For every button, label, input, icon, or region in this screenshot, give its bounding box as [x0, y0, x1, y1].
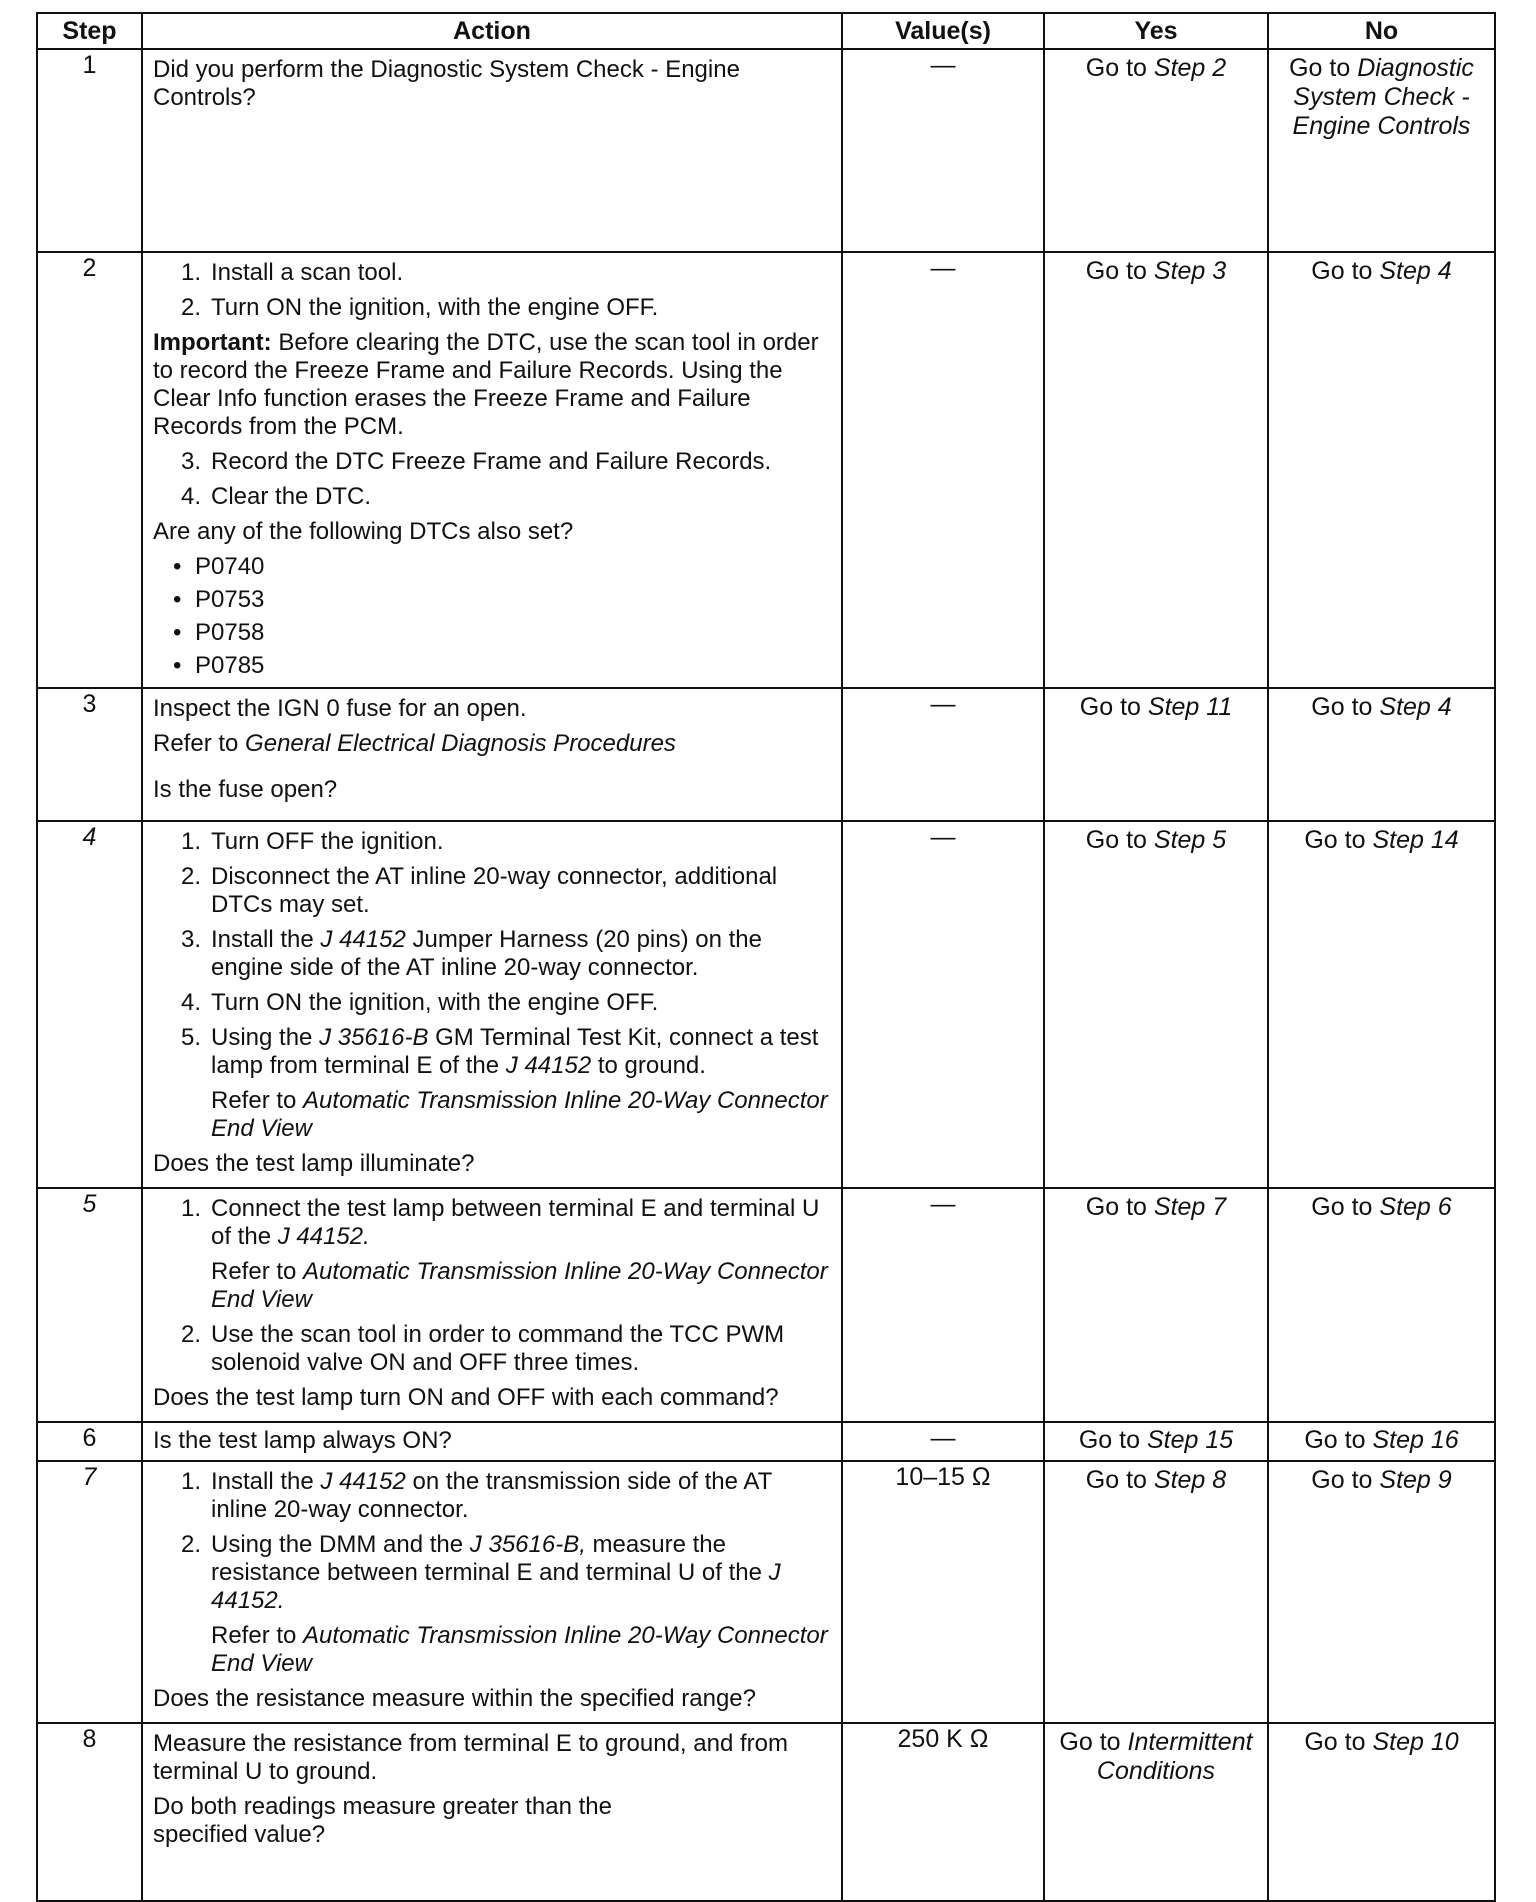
- yes-link[interactable]: Go to Step 15: [1078, 1426, 1234, 1454]
- action-cell: [142, 1188, 842, 1422]
- header-row: [37, 13, 1495, 49]
- refer-text: Refer to Automatic Transmission Inline 20-Way Connector End View: [211, 1258, 828, 1313]
- yes-cell: [1044, 1461, 1268, 1723]
- value-cell: 10–15 Ω: [842, 1461, 1044, 1723]
- refer-link[interactable]: Automatic Transmission Inline 20-Way Connector End View: [211, 1258, 828, 1313]
- dtc-item: • P0740: [173, 553, 265, 580]
- value-cell: —: [842, 252, 1044, 688]
- header-yes: Yes: [1044, 13, 1268, 49]
- action-substep: 2. Turn ON the ignition, with the engine OFF.: [180, 294, 659, 321]
- action-substep: 2. Using the DMM and the J 35616-B, measure the resistance between terminal E and terminal U of the J 44152.: [180, 1531, 781, 1614]
- action-substep: 2. Disconnect the AT inline 20-way connector, additional DTCs may set.: [180, 863, 778, 918]
- no-link[interactable]: Go to Step 10: [1304, 1728, 1459, 1756]
- no-link[interactable]: Go to Step 14: [1304, 826, 1459, 854]
- action-question: Did you perform the Diagnostic System Check - Engine Controls?: [153, 56, 740, 111]
- no-link[interactable]: Go to Step 9: [1311, 1466, 1452, 1494]
- action-cell: [142, 252, 842, 688]
- yes-link[interactable]: Go to Step 7: [1085, 1193, 1227, 1221]
- action-text: Inspect the IGN 0 fuse for an open.: [153, 695, 527, 722]
- no-cell: [1268, 252, 1495, 688]
- step-number: 8: [37, 1723, 142, 1901]
- action-substep: 3. Install the J 44152 Jumper Harness (20 pins) on the engine side of the AT inline 20-way connector.: [180, 926, 762, 981]
- action-question: Does the resistance measure within the specified range?: [153, 1685, 756, 1712]
- no-link[interactable]: Go to Step 16: [1304, 1426, 1459, 1454]
- action-substep: 3. Record the DTC Freeze Frame and Failure Records.: [180, 448, 772, 475]
- no-cell: [1268, 688, 1495, 821]
- step-number: 6: [37, 1422, 142, 1461]
- no-cell: [1268, 1461, 1495, 1723]
- step-number: 2: [37, 252, 142, 688]
- action-substep: 1. Connect the test lamp between terminal E and terminal U of the J 44152.: [180, 1195, 820, 1250]
- header-step: Step: [37, 13, 142, 49]
- important-note: Important: Before clearing the DTC, use the scan tool in order to record the Freeze Frame and Failure Records. Using the Clear Info function erases the Freeze Frame and Failure Records from the PCM.: [153, 329, 819, 440]
- no-link[interactable]: Go to Step 4: [1311, 693, 1452, 721]
- no-link[interactable]: Go to Diagnostic System Check - Engine Controls: [1289, 54, 1474, 140]
- table-row-step-8: [37, 1723, 1495, 1901]
- action-text: Measure the resistance from terminal E to ground, and from terminal U to ground.: [153, 1730, 788, 1785]
- action-cell: [142, 49, 842, 252]
- yes-link[interactable]: Go to Step 2: [1085, 54, 1227, 82]
- dtc-item: • P0753: [173, 586, 265, 613]
- action-substep: 4. Turn ON the ignition, with the engine OFF.: [180, 989, 659, 1016]
- step-number: 4: [37, 821, 142, 1188]
- table-row-step-1: [37, 49, 1495, 252]
- action-question: Is the test lamp always ON?: [153, 1427, 452, 1454]
- dtc-item: • P0758: [173, 619, 265, 646]
- refer-link[interactable]: Automatic Transmission Inline 20-Way Connector End View: [211, 1087, 828, 1142]
- header-values: Value(s): [842, 13, 1044, 49]
- action-substep: 2. Use the scan tool in order to command the TCC PWM solenoid valve ON and OFF three times.: [180, 1321, 785, 1376]
- action-substep: 1. Turn OFF the ignition.: [180, 828, 444, 855]
- yes-cell: [1044, 1723, 1268, 1901]
- table-row-step-7: [37, 1461, 1495, 1723]
- yes-cell: [1044, 821, 1268, 1188]
- value-cell: —: [842, 688, 1044, 821]
- value-cell: —: [842, 1188, 1044, 1422]
- action-substep: 4. Clear the DTC.: [180, 483, 372, 510]
- step-number: 7: [37, 1461, 142, 1723]
- step-number: 1: [37, 49, 142, 252]
- yes-link[interactable]: Go to Intermittent Conditions: [1059, 1728, 1253, 1785]
- header-no: No: [1268, 13, 1495, 49]
- diagnostic-table: [36, 12, 1496, 1902]
- action-question: Are any of the following DTCs also set?: [153, 518, 574, 545]
- yes-cell: [1044, 1422, 1268, 1461]
- value-cell: —: [842, 49, 1044, 252]
- yes-cell: [1044, 688, 1268, 821]
- refer-text: Refer to General Electrical Diagnosis Procedures: [153, 730, 676, 757]
- action-question: Does the test lamp turn ON and OFF with each command?: [153, 1384, 779, 1411]
- table-row-step-4: [37, 821, 1495, 1188]
- no-cell: [1268, 1188, 1495, 1422]
- refer-link[interactable]: General Electrical Diagnosis Procedures: [245, 730, 676, 757]
- action-cell: [142, 821, 842, 1188]
- table-row-step-2: [37, 252, 1495, 688]
- action-question: Does the test lamp illuminate?: [153, 1150, 475, 1177]
- value-cell: —: [842, 821, 1044, 1188]
- yes-link[interactable]: Go to Step 3: [1085, 257, 1227, 285]
- table-row-step-6: [37, 1422, 1495, 1461]
- action-substep: 5. Using the J 35616-B GM Terminal Test Kit, connect a test lamp from terminal E of the J 44152 to ground.: [180, 1024, 819, 1079]
- action-cell: [142, 1723, 842, 1901]
- yes-link[interactable]: Go to Step 11: [1079, 693, 1233, 721]
- refer-text: Refer to Automatic Transmission Inline 20-Way Connector End View: [211, 1087, 828, 1142]
- refer-link[interactable]: Automatic Transmission Inline 20-Way Connector End View: [211, 1622, 828, 1677]
- action-question: Do both readings measure greater than the specified value?: [153, 1793, 612, 1848]
- no-link[interactable]: Go to Step 6: [1311, 1193, 1452, 1221]
- refer-text: Refer to Automatic Transmission Inline 20-Way Connector End View: [211, 1622, 828, 1677]
- table-row-step-3: [37, 688, 1495, 821]
- no-cell: [1268, 1422, 1495, 1461]
- step-number: 3: [37, 688, 142, 821]
- no-link[interactable]: Go to Step 4: [1311, 257, 1452, 285]
- action-substep: 1. Install a scan tool.: [180, 259, 404, 286]
- yes-cell: [1044, 49, 1268, 252]
- header-action: Action: [142, 13, 842, 49]
- no-cell: [1268, 49, 1495, 252]
- yes-cell: [1044, 252, 1268, 688]
- no-cell: [1268, 1723, 1495, 1901]
- value-cell: —: [842, 1422, 1044, 1461]
- table-row-step-5: [37, 1188, 1495, 1422]
- yes-link[interactable]: Go to Step 5: [1085, 826, 1227, 854]
- dtc-item: • P0785: [173, 652, 265, 679]
- action-question: Is the fuse open?: [153, 776, 338, 803]
- value-cell: 250 K Ω: [842, 1723, 1044, 1901]
- action-cell: [142, 1422, 842, 1461]
- yes-cell: [1044, 1188, 1268, 1422]
- action-cell: [142, 1461, 842, 1723]
- yes-link[interactable]: Go to Step 8: [1085, 1466, 1227, 1494]
- action-substep: 1. Install the J 44152 on the transmission side of the AT inline 20-way connector.: [180, 1468, 772, 1523]
- step-number: 5: [37, 1188, 142, 1422]
- no-cell: [1268, 821, 1495, 1188]
- action-cell: [142, 688, 842, 821]
